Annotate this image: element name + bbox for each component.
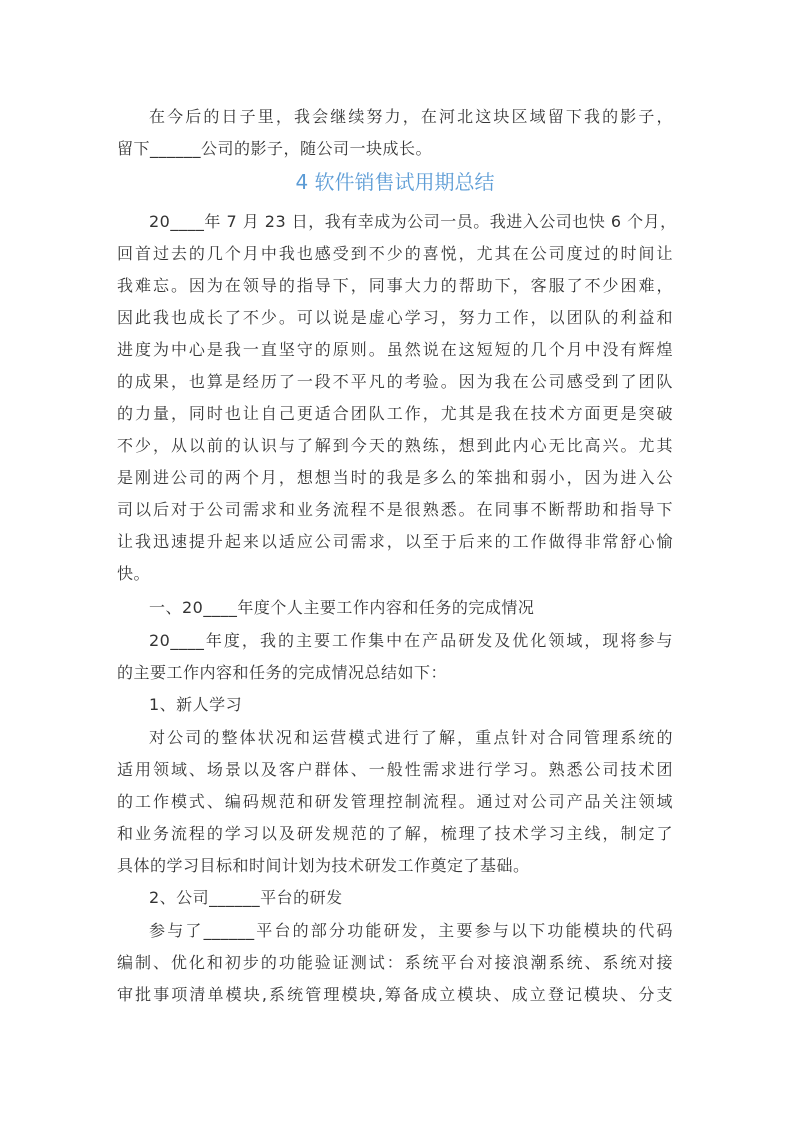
paragraph1-line-5: 进度为中心是我一直坚守的原则。虽然说在这短短的几个月中没有辉煌 [117,340,673,359]
paragraph1-line-12: 快。 [117,564,151,583]
paragraph3-line-5: 具体的学习目标和时间计划为技术研发工作奠定了基础。 [117,856,530,875]
paragraph3-line-1: 对公司的整体状况和运营模式进行了解，重点针对合同管理系统的 [149,728,673,747]
paragraph3-line-3: 的工作模式、编码规范和研发管理控制流程。通过对公司产品关注领域 [117,792,673,811]
paragraph1-line-1: 20____年 7 月 23 日，我有幸成为公司一员。我进入公司也快 6 个月， [149,212,677,231]
intro-line-2: 留下______公司的影子，随公司一块成长。 [117,139,433,158]
paragraph3-line-2: 适用领域、场景以及客户群体、一般性需求进行学习。熟悉公司技术团 [117,760,673,779]
paragraph3-line-4: 和业务流程的学习以及研发规范的了解，梳理了技术学习主线，制定了 [117,824,673,843]
section-title: 4 软件销售试用期总结 [295,170,495,194]
heading-1: 一、20____年度个人主要工作内容和任务的完成情况 [149,598,535,617]
item1-title: 1、新人学习 [149,695,243,714]
paragraph4-line-3: 审批事项清单模块,系统管理模块,筹备成立模块、成立登记模块、分支 [117,985,673,1004]
paragraph1-line-7: 的力量，同时也让自己更适合团队工作，尤其是我在技术方面更是突破 [117,404,673,423]
paragraph1-line-6: 的成果，也算是经历了一段不平凡的考验。因为我在公司感受到了团队 [117,372,673,391]
paragraph1-line-3: 我难忘。因为在领导的指导下，同事大力的帮助下，客服了不少困难， [117,276,673,295]
paragraph4-line-1: 参与了______平台的部分功能研发，主要参与以下功能模块的代码 [149,921,673,940]
paragraph1-line-4: 因此我也成长了不少。可以说是虚心学习，努力工作，以团队的利益和 [117,308,673,327]
paragraph1-line-8: 不少，从以前的认识与了解到今天的熟练，想到此内心无比高兴。尤其 [117,436,673,455]
paragraph2-line-1: 20____年度，我的主要工作集中在产品研发及优化领域，现将参与 [149,631,673,650]
paragraph2-line-2: 的主要工作内容和任务的完成情况总结如下： [117,663,448,682]
paragraph1-line-9: 是刚进公司的两个月，想想当时的我是多么的笨拙和弱小，因为进入公 [117,468,673,487]
intro-line-1: 在今后的日子里，我会继续努力，在河北这块区域留下我的影子， [149,107,673,126]
item2-title: 2、公司______平台的研发 [149,888,343,907]
paragraph1-line-10: 司以后对于公司需求和业务流程不是很熟悉。在同事不断帮助和指导下 [117,500,673,519]
paragraph1-line-11: 让我迅速提升起来以适应公司需求，以至于后来的工作做得非常舒心愉 [117,532,673,551]
paragraph4-line-2: 编制、优化和初步的功能验证测试：系统平台对接浪潮系统、系统对接 [117,953,673,972]
paragraph1-line-2: 回首过去的几个月中我也感受到不少的喜悦，尤其在公司度过的时间让 [117,244,673,263]
